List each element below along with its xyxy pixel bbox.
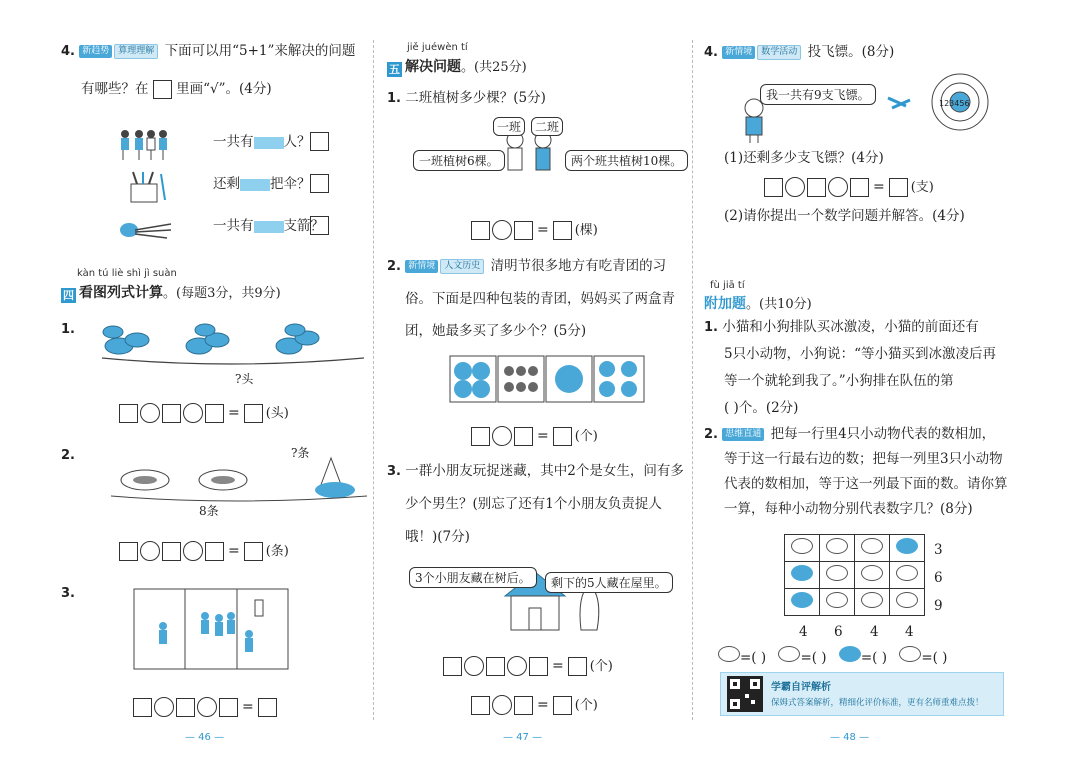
option-arrows: 一共有 支箭？ — [213, 218, 324, 234]
operator-blank[interactable] — [828, 177, 848, 197]
blank[interactable] — [471, 427, 490, 446]
blank[interactable] — [764, 178, 783, 197]
q1-equation: = (头) — [119, 402, 289, 423]
dog-icon — [718, 646, 740, 662]
q1-text: 1. 二班植树多少棵？(5分) — [387, 90, 546, 106]
blank[interactable] — [162, 542, 181, 561]
answer-box-1[interactable] — [310, 131, 329, 151]
q2-equation: = (个) — [471, 425, 598, 446]
banner-title: 学霸自评解析 — [771, 682, 831, 693]
grid-cell-fish — [785, 589, 820, 616]
page-number: — 47 — — [503, 732, 543, 743]
operator-blank[interactable] — [785, 177, 805, 197]
operator-blank[interactable] — [197, 697, 217, 717]
whales-illustration — [99, 318, 369, 388]
answer-row — [718, 646, 947, 668]
blank[interactable] — [514, 696, 533, 715]
tag-new-trend: 新趋势 — [79, 45, 112, 58]
duck-answer[interactable]: =( ) — [800, 650, 827, 666]
operator-blank[interactable] — [464, 656, 484, 676]
umbrella-stand-illustration — [125, 170, 169, 204]
blank[interactable] — [119, 542, 138, 561]
blank[interactable] — [807, 178, 826, 197]
q1-equation: = (棵) — [471, 219, 598, 240]
b2-line2: 等于这一行最右边的数；把每一列里3只小动物 — [724, 451, 1003, 467]
section5-heading: 五 解决问题。(共25分) — [389, 59, 527, 76]
page-number: — 48 — — [830, 732, 870, 743]
blank[interactable] — [486, 657, 505, 676]
b2-line4: 一算，每种小动物分别代表数字几？(8分) — [724, 501, 973, 517]
col-sum: 4 — [870, 624, 879, 640]
section5-badge: 五 — [389, 63, 400, 76]
answer-blank[interactable] — [553, 427, 572, 446]
page-number: — 46 — — [185, 732, 225, 743]
answer-blank[interactable] — [244, 542, 263, 561]
blank[interactable] — [176, 698, 195, 717]
q3-line1: 3. 一群小朋友玩捉迷藏，其中2个是女生，问有多 — [387, 463, 684, 479]
page-divider — [692, 40, 693, 720]
answer-blank[interactable] — [258, 698, 277, 717]
q2-equation: = (条) — [119, 540, 289, 561]
answer-blank[interactable] — [568, 657, 587, 676]
q2-line2: 俗。下面是四种包装的青团，妈妈买了两盒青 — [405, 291, 675, 307]
grid-cell-duck — [890, 562, 925, 589]
page-48 — [700, 0, 1020, 764]
q2-line1: 2. 新情境 人文历史 清明节很多地方有吃青团的习 — [387, 258, 667, 274]
blank[interactable] — [514, 221, 533, 240]
q3-equation-2: = (个) — [471, 694, 598, 715]
operator-blank[interactable] — [183, 403, 203, 423]
page-46 — [55, 0, 367, 764]
answer-blank[interactable] — [553, 221, 572, 240]
b1-line4: ( )个。(2分) — [724, 400, 799, 416]
section4-heading: 四 看图列式计算。(每题3分，共9分) — [63, 285, 281, 302]
grid-cell-cat — [855, 589, 890, 616]
col-sum: 6 — [834, 624, 843, 640]
q3-line3: 哦！)(7分) — [405, 529, 470, 545]
row-sum: 6 — [934, 570, 943, 586]
bonus-heading: 附加题。(共10分) — [704, 296, 812, 312]
section4-badge: 四 — [63, 289, 74, 302]
blank[interactable] — [443, 657, 462, 676]
q4-line1: 4. 新趋势 算理理解 下面可以用“5+1”来解决的问题 — [61, 43, 356, 59]
bubble-class-1: 一班植树6棵。 — [413, 150, 505, 171]
option-people: 一共有 人？ — [213, 134, 311, 150]
blank[interactable] — [471, 221, 490, 240]
answer-blank[interactable] — [244, 404, 263, 423]
answer-box-2[interactable] — [310, 173, 329, 193]
q3-line2: 少个男生？(别忘了还有1个小朋友负责捉人 — [405, 496, 662, 512]
fish-plates-illustration — [105, 452, 371, 508]
blank[interactable] — [133, 698, 152, 717]
check-box-sample — [153, 80, 172, 99]
sign-class-1: 一班 — [493, 117, 525, 136]
dog-answer[interactable]: =( ) — [740, 650, 767, 666]
q4-sub1: (1)还剩多少支飞镖？(4分) — [724, 150, 884, 166]
section5-pinyin: jiě juéwèn tí — [407, 42, 468, 53]
grid-cell-dog — [785, 535, 820, 562]
animal-grid — [784, 534, 925, 616]
page-47 — [385, 0, 685, 764]
darts-bubble: 我一共有9支飞镖。 — [760, 84, 876, 105]
section4-pinyin: kàn tú liè shì jì suàn — [77, 268, 177, 279]
b1-line3: 等一个就轮到我了。”小狗排在队伍的第 — [724, 373, 954, 389]
self-review-banner — [720, 672, 1004, 716]
bubble-behind-tree: 3个小朋友藏在树后。 — [409, 567, 537, 588]
q2-line3: 团，她最多买了多少个？(5分) — [405, 323, 587, 339]
bonus-pinyin: fù jiā tí — [710, 280, 745, 291]
grid-row — [785, 562, 925, 589]
grid-cell-cat — [820, 562, 855, 589]
q4-sub2: (2)请你提出一个数学问题并解答。(4分) — [724, 208, 965, 224]
duck-icon — [778, 646, 800, 662]
cat-answer[interactable]: =( ) — [921, 650, 948, 666]
q3-equation: = — [133, 697, 277, 717]
option-umbrella: 还剩 把伞？ — [213, 176, 311, 192]
tag-math-reasoning: 算理理解 — [114, 44, 158, 59]
operator-blank[interactable] — [183, 541, 203, 561]
qr-code-icon[interactable] — [727, 676, 763, 712]
q1-number: 1. — [61, 322, 75, 337]
page-divider — [373, 40, 374, 720]
q3-equation-1: = (个) — [443, 655, 613, 676]
q4-equation: = (支) — [764, 176, 934, 197]
q2-caption: 8条 — [199, 504, 219, 518]
cat-icon — [899, 646, 921, 662]
grid-row — [785, 535, 925, 562]
q1-caption: ?头 — [235, 372, 254, 386]
q4-line2: 有哪些？在 里画“√”。(4分) — [81, 81, 272, 97]
operator-blank[interactable] — [492, 695, 512, 715]
blank[interactable] — [850, 178, 869, 197]
dartboard-icon — [928, 70, 992, 132]
qingtuan-boxes-illustration — [449, 355, 645, 403]
bubble-total: 两个班共植树10棵。 — [565, 150, 688, 171]
operator-blank[interactable] — [140, 403, 160, 423]
fish-icon — [839, 646, 861, 662]
b1-line1: 1. 小猫和小狗排队买冰激凌，小猫的前面还有 — [704, 319, 979, 335]
grid-cell-cat — [890, 589, 925, 616]
sign-class-2: 二班 — [531, 117, 563, 136]
q2-number: 2. — [61, 448, 75, 463]
operator-blank[interactable] — [140, 541, 160, 561]
blank[interactable] — [514, 427, 533, 446]
operator-blank[interactable] — [154, 697, 174, 717]
b2-line3: 代表的数相加，等于这一列最下面的数。请你算 — [724, 476, 1008, 492]
kids-illustration — [117, 128, 177, 164]
answer-blank[interactable] — [889, 178, 908, 197]
bubble-in-house: 剩下的5人藏在屋里。 — [545, 572, 673, 593]
operator-blank[interactable] — [507, 656, 527, 676]
row-sum: 3 — [934, 542, 943, 558]
q4-title: 4. 新情境 数学活动 投飞镖。(8分) — [704, 44, 895, 60]
col-sum: 4 — [905, 624, 914, 640]
q3-number: 3. — [61, 586, 75, 601]
grid-cell-fish — [785, 562, 820, 589]
blank[interactable] — [205, 542, 224, 561]
blank[interactable] — [119, 404, 138, 423]
answer-blank[interactable] — [553, 696, 572, 715]
grid-cell-duck — [820, 535, 855, 562]
dartboard-numbers: 123456 — [939, 99, 970, 108]
blank[interactable] — [219, 698, 238, 717]
fish-answer[interactable]: =( ) — [860, 650, 888, 666]
blank[interactable] — [205, 404, 224, 423]
grid-cell-dog — [820, 589, 855, 616]
q2-top-label: ?条 — [291, 446, 310, 460]
answer-box-3[interactable] — [310, 215, 329, 235]
arrows-illustration — [117, 212, 173, 242]
grid-cell-cat — [855, 562, 890, 589]
blank[interactable] — [471, 696, 490, 715]
b1-line2: 5只小动物，小狗说：“等小猫买到冰激凌后再 — [724, 346, 996, 362]
grid-cell-fish — [890, 535, 925, 562]
blank[interactable] — [529, 657, 548, 676]
operator-blank[interactable] — [492, 426, 512, 446]
banner-text: 保姆式答案解析，精细化评价标准，更有名师重难点拨！ — [771, 698, 984, 708]
elevator-illustration — [133, 588, 289, 670]
row-sum: 9 — [934, 598, 943, 614]
col-sum: 4 — [799, 624, 808, 640]
operator-blank[interactable] — [492, 220, 512, 240]
grid-row — [785, 589, 925, 616]
darts-icon — [886, 94, 920, 114]
b2-line1: 2. 思维直通 把每一行里4只小动物代表的数相加， — [704, 426, 996, 442]
grid-cell-duck — [855, 535, 890, 562]
blank[interactable] — [162, 404, 181, 423]
